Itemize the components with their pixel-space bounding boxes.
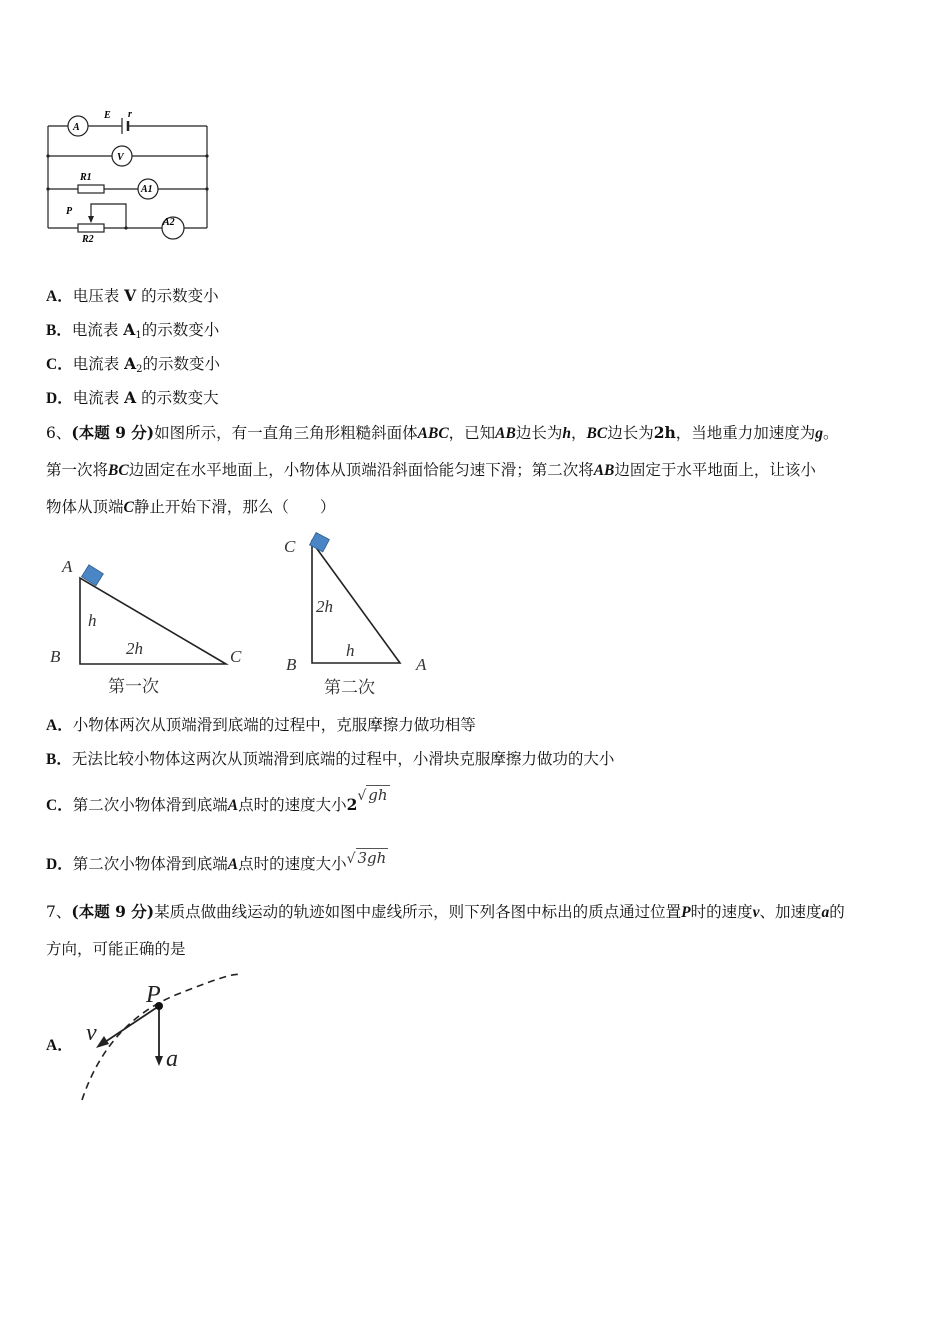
- q6-figure-first: [44, 552, 254, 702]
- svg-text:第一次: 第一次: [108, 677, 159, 696]
- q6-option-c: C．第二次小物体滑到底端A点时的速度大小2√ gh: [46, 786, 388, 814]
- internal-r-label: r: [128, 109, 132, 120]
- q6-stem-line2: 第一次将BC边固定在水平地面上，小物体从顶端沿斜面恰能匀速下滑；第二次将AB边固定于水平地面上，让该小: [46, 461, 816, 479]
- voltmeter-label: V: [117, 152, 124, 163]
- circuit-diagram: [40, 100, 220, 250]
- ammeter-a2-label: A2: [163, 217, 175, 228]
- svg-text:2h: 2h: [316, 597, 333, 616]
- block-icon: [82, 565, 104, 586]
- q6-option-d: D．第二次小物体滑到底端A点时的速度大小√ 3gh: [46, 849, 387, 873]
- q6-figure-second: [276, 530, 436, 705]
- svg-text:A: A: [416, 655, 427, 674]
- svg-text:h: h: [346, 641, 355, 660]
- svg-text:a: a: [166, 1046, 178, 1072]
- q7-option-a: A．: [46, 1037, 73, 1054]
- q5-option-c: C．电流表 $A_2$的示数变小: [46, 354, 221, 375]
- svg-text:C: C: [230, 647, 242, 666]
- svg-text:C: C: [284, 537, 296, 556]
- q6-stem-line1: 6、(本题 9 分)如图所示，有一直角三角形粗糙斜面体ABC，已知AB边长为h，BC边长为2h，当地重力加速度为g。: [46, 423, 839, 442]
- svg-text:B: B: [50, 647, 61, 666]
- slider-p-label: P: [66, 206, 73, 217]
- svg-text:A: A: [62, 557, 73, 576]
- r1-label: R1: [80, 172, 92, 183]
- q5-option-a: A．电压表 V 的示数变小: [46, 286, 219, 305]
- ammeter-a-label: A: [73, 122, 80, 133]
- r2-label: R2: [82, 234, 94, 245]
- q6-stem-line3: 物体从顶端C静止开始下滑，那么（ ）: [46, 498, 336, 516]
- svg-text:2h: 2h: [126, 639, 143, 658]
- velocity-arrow-icon: [96, 1036, 109, 1048]
- q7-stem-line2: 方向，可能正确的是: [46, 940, 186, 958]
- q7-stem-line1: 7、(本题 9 分)某质点做曲线运动的轨迹如图中虚线所示，则下列各图中标出的质点通过位置P时的速度v、加速度a的: [46, 902, 845, 921]
- q6-option-b: B．无法比较小物体这两次从顶端滑到底端的过程中，小滑块克服摩擦力做功的大小: [46, 750, 615, 768]
- svg-text:h: h: [88, 611, 97, 630]
- svg-text:P: P: [146, 982, 161, 1008]
- emf-label: E: [104, 110, 111, 121]
- ammeter-a1-label: A1: [141, 184, 153, 195]
- svg-text:v: v: [86, 1020, 97, 1046]
- q5-option-d: D．电流表 A 的示数变大: [46, 388, 219, 407]
- q7-figure-a: [78, 972, 248, 1107]
- svg-text:B: B: [286, 655, 297, 674]
- q5-option-b: B．电流表 $A_1$的示数变小: [46, 320, 220, 341]
- svg-text:第二次: 第二次: [324, 678, 375, 697]
- q6-option-a: A．小物体两次从顶端滑到底端的过程中，克服摩擦力做功相等: [46, 716, 476, 734]
- acceleration-arrow-icon: [155, 1056, 163, 1066]
